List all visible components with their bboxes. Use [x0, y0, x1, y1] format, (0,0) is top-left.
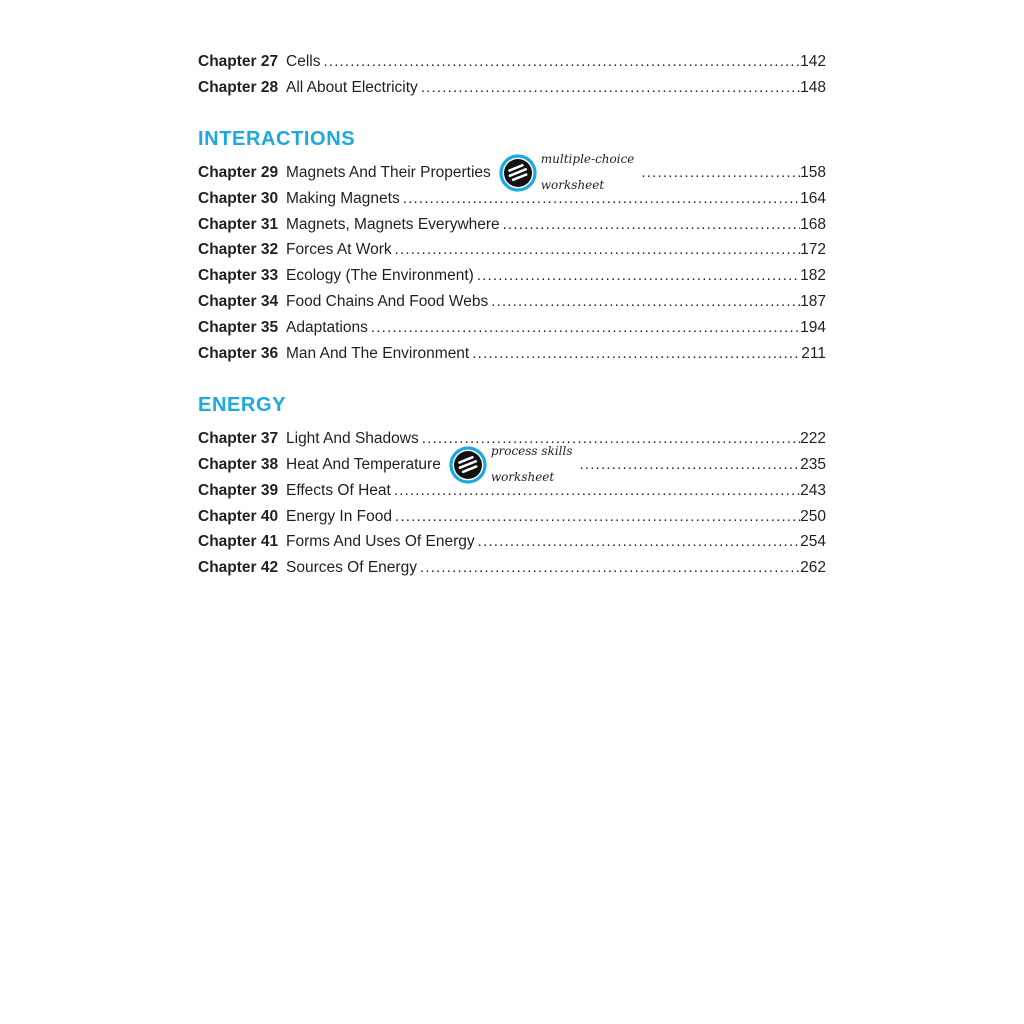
toc-entry [198, 315, 826, 341]
page-number: 168 [800, 215, 826, 233]
toc-entry [198, 341, 826, 367]
chapter-number: Chapter 41 [198, 533, 279, 551]
chapter-number: Chapter 42 [198, 559, 279, 577]
page-number: 262 [800, 559, 826, 577]
chapter-title: Light And Shadows [286, 429, 419, 447]
chapter-title: Magnets, Magnets Everywhere [286, 215, 500, 233]
page-number: 235 [800, 455, 826, 473]
chapter-number: Chapter 38 [198, 455, 279, 473]
dot-leader [421, 75, 800, 101]
badge-label-line1: multiple-choice [540, 151, 635, 166]
page-number: 254 [800, 533, 826, 551]
chapter-title: Energy In Food [286, 507, 392, 525]
chapter-title: Effects Of Heat [286, 481, 391, 499]
toc-list [198, 49, 826, 581]
page-number: 243 [800, 481, 826, 499]
dot-leader [580, 452, 801, 478]
toc-entry [198, 75, 826, 101]
chapter-title: Food Chains And Food Webs [286, 293, 489, 311]
chapter-number: Chapter 36 [198, 345, 279, 363]
dot-leader [394, 478, 800, 504]
chapter-title: Magnets And Their Properties [286, 163, 491, 181]
chapter-number: Chapter 27 [198, 53, 279, 70]
chapter-title: Forces At Work [286, 241, 392, 259]
chapter-title: Making Magnets [286, 189, 400, 207]
toc-entry [198, 504, 826, 530]
chapter-number: Chapter 37 [198, 429, 279, 447]
page-number: 172 [800, 241, 826, 259]
page-number: 187 [800, 293, 826, 311]
page-number: 211 [801, 345, 826, 363]
page-number: 164 [800, 189, 826, 207]
toc-entry [198, 555, 826, 581]
dot-leader [420, 555, 800, 581]
dot-leader [477, 263, 800, 289]
toc-entry [198, 49, 826, 75]
chapter-number: Chapter 33 [198, 267, 279, 285]
toc-entry [198, 263, 826, 289]
page-number: 222 [800, 429, 826, 447]
chapter-number: Chapter 39 [198, 481, 279, 499]
toc-entry [198, 212, 826, 238]
badge-label-line2: worksheet [540, 177, 605, 192]
chapter-number: Chapter 40 [198, 507, 279, 525]
toc-entry [198, 478, 826, 504]
chapter-title: Heat And Temperature [286, 455, 441, 473]
chapter-title: Adaptations [286, 319, 368, 337]
page-number: 194 [800, 319, 826, 337]
chapter-title: Forms And Uses Of Energy [286, 533, 475, 551]
chapter-number: Chapter 34 [198, 293, 279, 311]
chapter-number: Chapter 35 [198, 319, 279, 337]
dot-leader [371, 315, 800, 341]
page-number: 142 [800, 53, 826, 70]
dot-leader [403, 186, 800, 212]
chapter-title: Man And The Environment [286, 345, 470, 363]
dot-leader [503, 212, 800, 238]
chapter-number: Chapter 32 [198, 241, 279, 259]
section-heading-interactions: INTERACTIONS [198, 127, 356, 150]
page-number: 158 [800, 163, 826, 181]
page-number: 250 [800, 507, 826, 525]
toc-entry [198, 289, 826, 315]
badge-label-line1: process skills [490, 443, 573, 458]
chapter-title: All About Electricity [286, 78, 418, 96]
dot-leader [323, 49, 800, 75]
page-number: 182 [800, 267, 826, 285]
dot-leader [395, 237, 800, 263]
dot-leader [491, 289, 800, 315]
page-number: 148 [800, 78, 826, 96]
section-heading-energy: ENERGY [198, 393, 287, 416]
toc-entry [198, 529, 826, 555]
dot-leader [472, 341, 801, 367]
dot-leader [395, 504, 800, 530]
dot-leader [478, 529, 800, 555]
chapter-title: Ecology (The Environment) [286, 267, 474, 285]
badge-label-line2: worksheet [490, 469, 555, 484]
toc-entry [198, 443, 826, 484]
chapter-number: Chapter 30 [198, 189, 279, 207]
chapter-title: Sources Of Energy [286, 559, 417, 577]
dot-leader [641, 160, 800, 186]
toc-entry [198, 186, 826, 212]
chapter-title: Cells [286, 53, 321, 70]
chapter-number: Chapter 31 [198, 215, 279, 233]
chapter-number: Chapter 29 [198, 163, 279, 181]
toc-entry [198, 237, 826, 263]
toc-entry [198, 151, 826, 192]
chapter-number: Chapter 28 [198, 78, 279, 96]
